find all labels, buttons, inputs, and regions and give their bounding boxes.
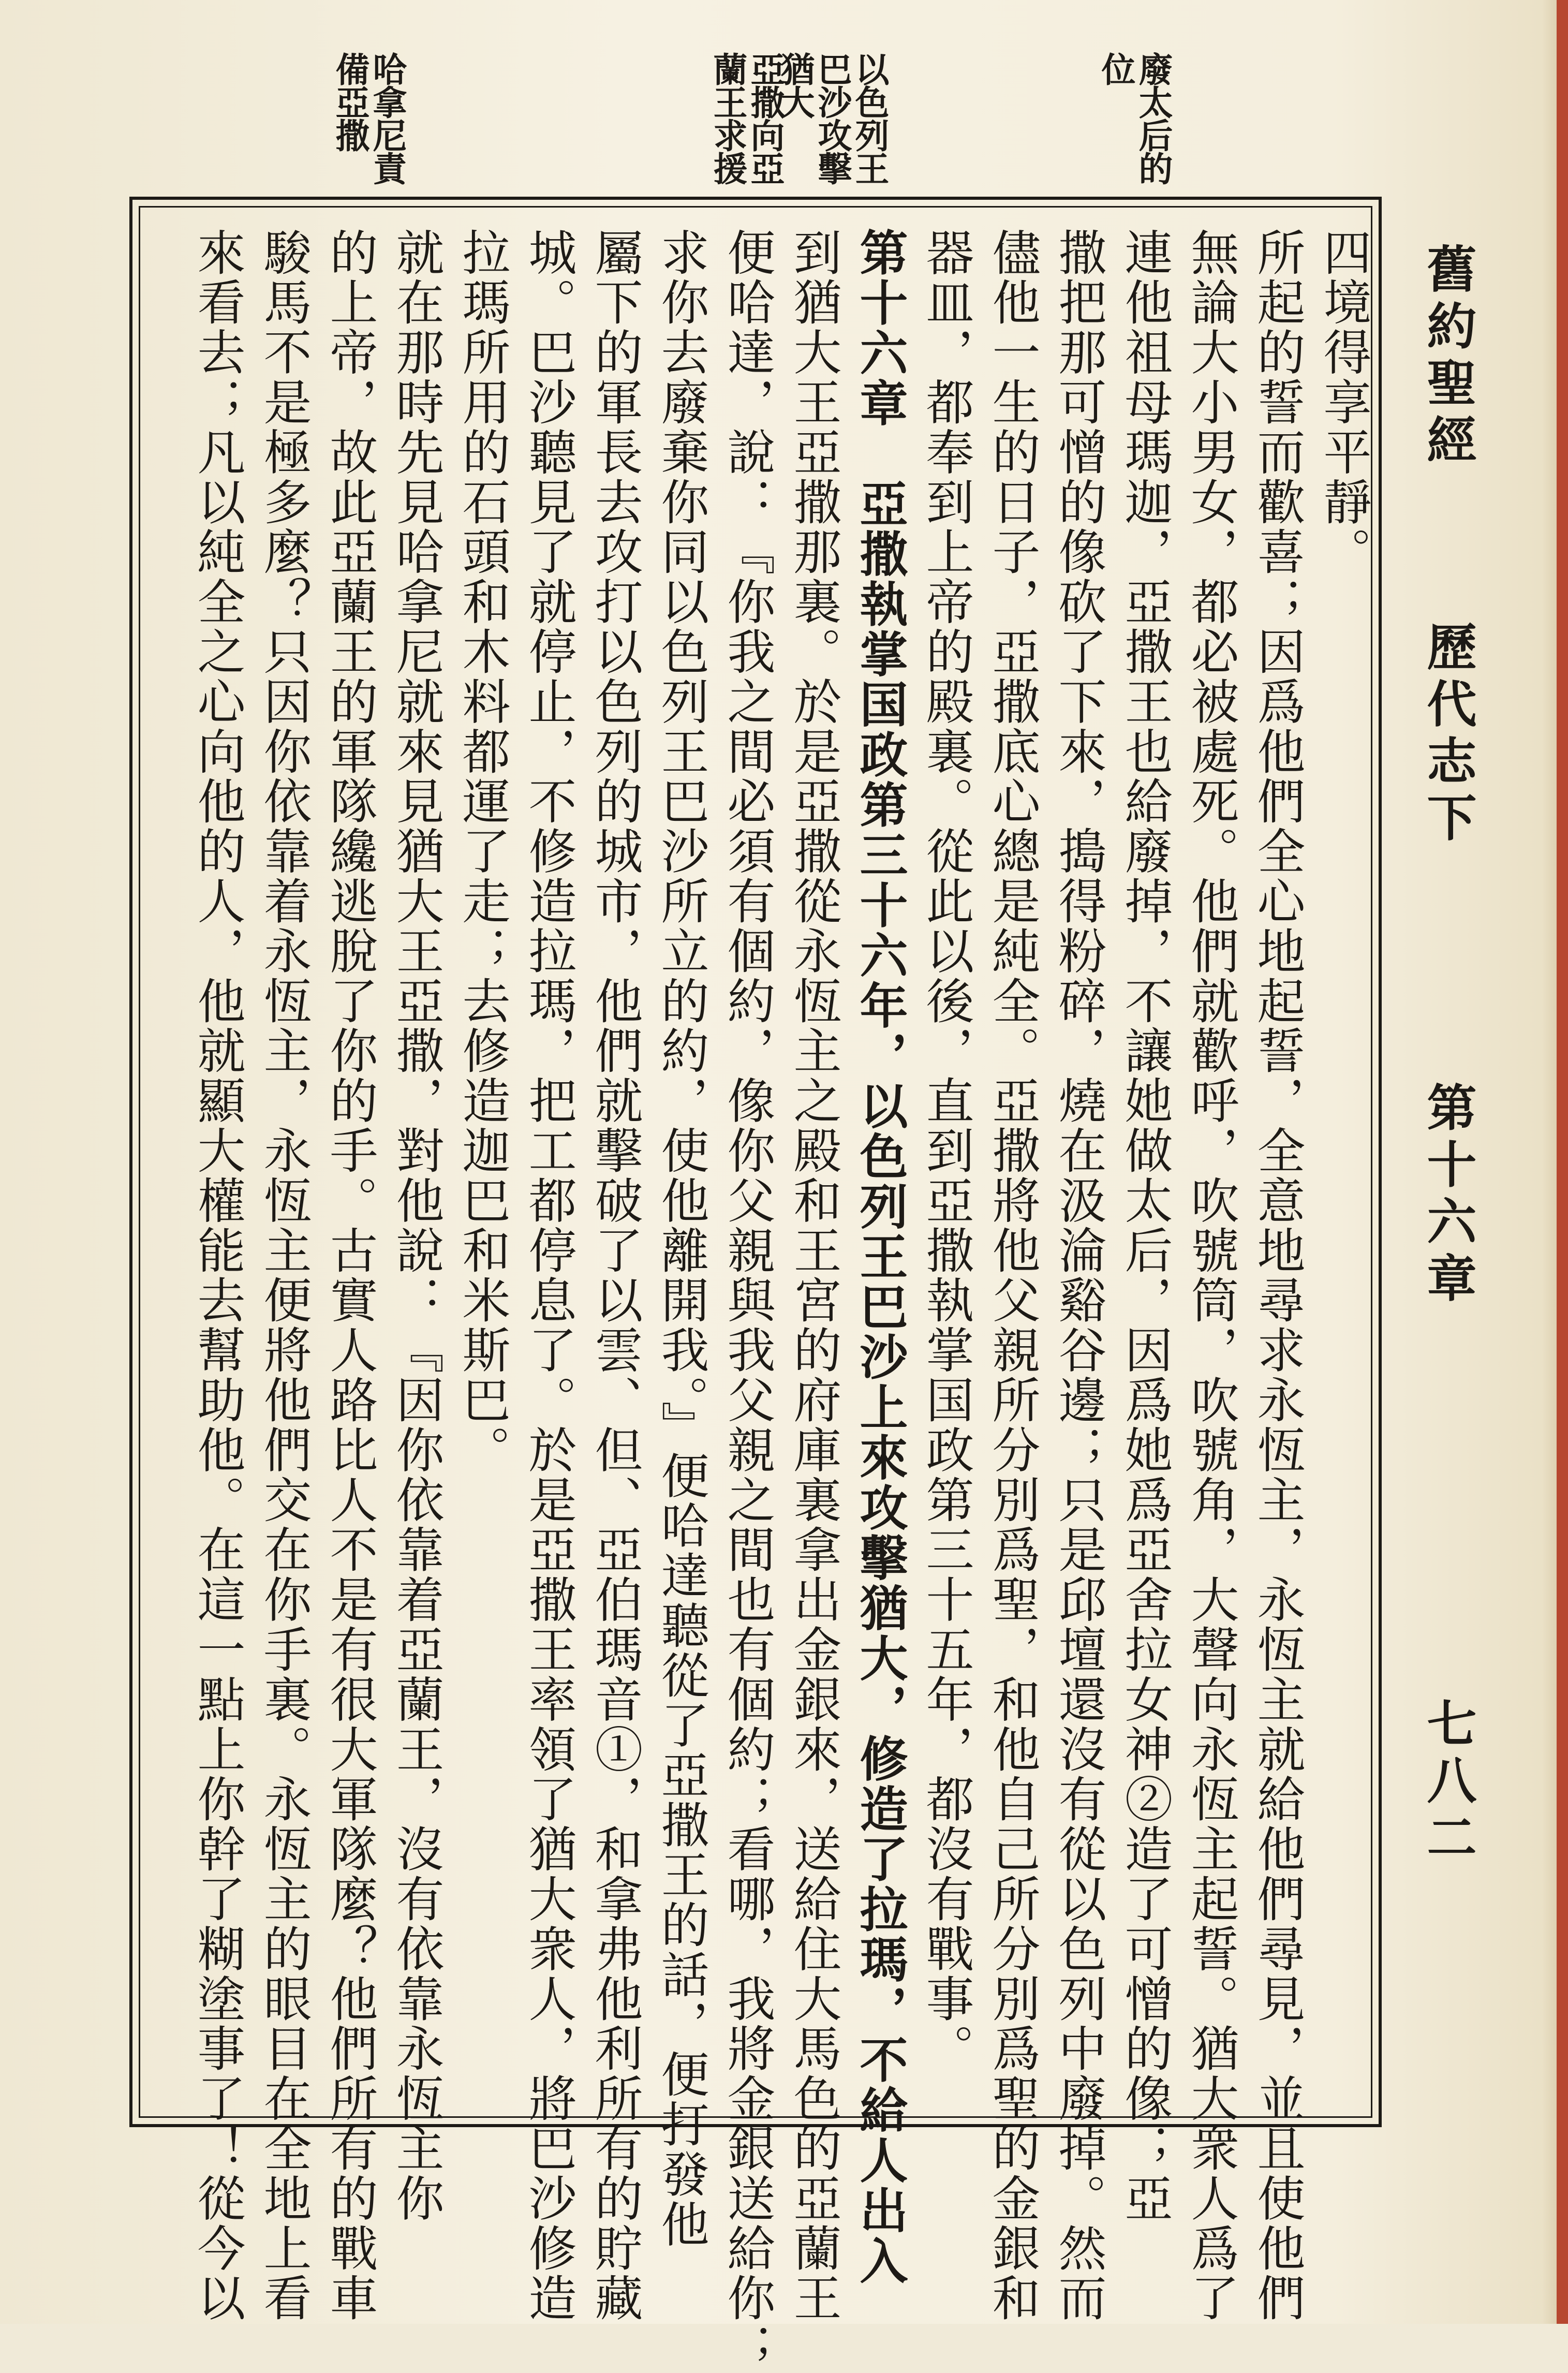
text-line-13: 城。巴沙聽見了就停止，不修造拉瑪，把工都停息了。於是亞撒王率領了猶大衆人，將巴沙修造 [521,228,576,2323]
text-line-5: 撒把那可憎的像砍了下來，搗得粉碎，燒在汲淪谿谷邊；只是邱壇還沒有從以色列中廢掉。然而 [1051,228,1106,2323]
text-line-18: 來看去；凡以純全之心向他的人，他就顯大權能去幫助他。在這一點上你幹了糊塗事了！從今以 [189,228,245,2323]
text-line-2: 所起的誓而歡喜；因爲他們全心地起誓，全意地尋求永恆主，永恆主就給他們尋見，並且使他們 [1249,228,1305,2323]
gloss-depose-queen: 廢太后的位 [1096,52,1173,184]
gloss-asa-seeks-aram: 亞撒向亞蘭王求援 [707,52,785,184]
text-line-11: 求你去廢棄你同以色列王巴沙所立的約，使他離開我。』便哈達聽從了亞撒王的話，便打發他 [653,228,709,2249]
text-line-4: 連他祖母瑪迦，亞撒王也給廢掉，不讓她做太后，因爲她爲亞舍拉女神②造了可憎的像；亞 [1117,228,1173,2223]
text-line-7: 器皿，都奉到上帝的殿裏。從此以後，直到亞撒執掌国政第三十五年，都沒有戰事。 [918,228,974,2074]
text-line-16: 的上帝，故此亞蘭王的軍隊纔逃脫了你的手。古實人路比人不是有很大軍隊麼？他們所有的戰車 [322,228,378,2323]
header-chapter: 第十六章 [1419,1082,1477,1309]
text-line-10: 便哈達，說：『你我之間必須有個約，像你父親與我父親之間也有個約；看哪，我將金銀送給你； [719,228,775,2373]
text-line-15: 就在那時先見哈拿尼就來見猶大王亞撒，對他說：『因你依靠着亞蘭王，沒有依靠永恆主你 [388,228,444,2223]
text-line-14: 拉瑪所用的石頭和木料都運了走；去修造迦巴和米斯巴。 [454,228,510,1475]
page-edge-binding [1557,0,1568,2324]
gloss-hanani-rebukes: 哈拿尼責備亞撒 [330,52,407,184]
text-line-chapter-start: 第十六章 亞撒執掌国政第三十六年，以色列王巴沙上來攻擊猶大，修造了拉瑪，不給人出入 [852,228,908,2286]
text-line-1: 四境得享平靜。 [1315,228,1371,577]
header-page-number: 七八二 [1419,1698,1477,1868]
header-section-title: 歷代志下 [1419,621,1477,849]
text-line-12: 屬下的軍長去攻打以色列的城市，他們就擊破了以雲、但、亞伯瑪音①，和拿弗他利所有的貯藏 [587,228,643,2323]
text-line-17: 駿馬不是極多麼？只因你依靠着永恆主，永恆主便將他們交在你手裏。永恆主的眼目在全地上看 [256,228,312,2323]
header-book-title: 舊約聖經 [1419,243,1477,471]
text-line-6: 儘他一生的日子，亞撒底心總是純全。亞撒將他父親所分別爲聖，和他自己所分別爲聖的金銀和 [984,228,1040,2323]
text-line-9: 到猶大王亞撒那裏。於是亞撒從永恆主之殿和王宮的府庫裏拿出金銀來，送給住大馬色的亞蘭王 [786,228,841,2323]
text-line-3: 無論大小男女，都必被處死。他們就歡呼，吹號筒，吹號角，大聲向永恆主起誓。猶大衆人爲了 [1183,228,1239,2323]
gloss-baasha-attack: 以色列王巴沙攻擊猶大 [775,52,890,184]
